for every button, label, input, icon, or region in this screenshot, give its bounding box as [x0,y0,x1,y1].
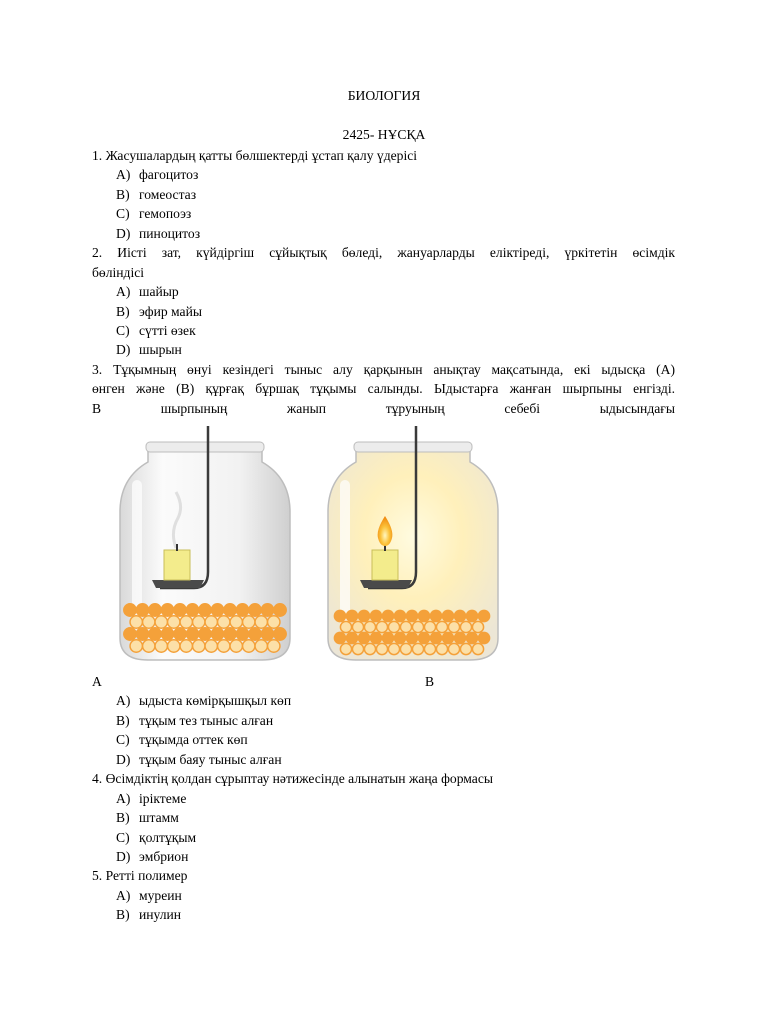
seed [436,621,447,632]
seed [193,616,205,628]
seed [274,604,286,616]
question-3-text-line1: 3. Тұқымның өнуі кезіндегі тыныс алу қарқынын анықтау мақсатында, екі ыдысқа (А) [92,362,675,377]
seed [168,616,180,628]
seed [174,604,186,616]
seed [249,628,261,640]
seed [364,621,375,632]
seed [388,643,399,654]
seed [255,640,267,652]
seed [346,610,357,621]
seed [460,621,471,632]
seed [199,628,211,640]
seed [376,643,387,654]
seed [186,628,198,640]
seed [274,628,286,640]
q5-option-a[interactable]: A) муреин [116,888,182,903]
seed [430,632,441,643]
seed [243,616,255,628]
seed [205,616,217,628]
q2-option-a[interactable]: A) шайыр [116,284,179,299]
seed [155,616,167,628]
q1-option-b[interactable]: B) гомеостаз [116,187,197,202]
seed [412,621,423,632]
seed [180,616,192,628]
subject-title: БИОЛОГИЯ [347,88,421,103]
seed [478,610,489,621]
seed [255,616,267,628]
seed [448,643,459,654]
figure-label-b: В [425,674,435,689]
seeds-jar-a [120,600,290,662]
seed [418,632,429,643]
seed [406,610,417,621]
seed [436,643,447,654]
variant-title: 2425- НҰСҚА [342,127,426,142]
q2-option-d[interactable]: D) шырын [116,342,182,357]
seed [130,616,142,628]
seed [454,610,465,621]
seed [472,643,483,654]
seeds-jar-b [328,608,498,662]
seed [268,640,280,652]
seed [370,610,381,621]
seed [340,621,351,632]
seed [334,632,345,643]
figure-label-a: А [92,674,102,689]
seed [149,604,161,616]
question-2-text-line2: бөліндісі [92,265,145,280]
seed [406,632,417,643]
seed [382,610,393,621]
seed [174,628,186,640]
q5-option-b[interactable]: B) инулин [116,907,182,922]
seed [136,604,148,616]
seed [136,628,148,640]
seed [466,610,477,621]
seed [199,604,211,616]
seed [454,632,465,643]
seed [230,640,242,652]
seed [370,632,381,643]
seed [261,604,273,616]
seed [352,621,363,632]
seed [230,616,242,628]
seed [161,628,173,640]
seed [424,643,435,654]
seed [442,632,453,643]
seed [340,643,351,654]
seed [394,610,405,621]
seed [218,640,230,652]
seed [364,643,375,654]
seed [124,604,136,616]
q4-option-b[interactable]: B) штамм [116,810,179,825]
question-4-text: 4. Өсімдіктің қолдан сұрыптау нәтижесінде алынатын жаңа формасы [92,771,493,786]
question-5-text: 5. Ретті полимер [92,868,188,883]
seed [400,643,411,654]
seed [352,643,363,654]
q4-option-a[interactable]: A) іріктеме [116,791,187,806]
q3-option-b[interactable]: B) тұқым тез тыныс алған [116,713,274,728]
seed [168,640,180,652]
q2-option-b[interactable]: B) эфир майы [116,304,202,319]
seed [448,621,459,632]
q3-option-c[interactable]: C) тұқымда оттек көп [116,732,248,747]
seed [218,616,230,628]
seed [143,640,155,652]
q2-option-c[interactable]: C) сүтті өзек [116,323,196,338]
seed [388,621,399,632]
seed [430,610,441,621]
seed [130,640,142,652]
seed [460,643,471,654]
seed [180,640,192,652]
seed [466,632,477,643]
seed [400,621,411,632]
seed [478,632,489,643]
question-3-text-line2: өнген және (В) құрғақ бұршақ тұқымы салынды. Ыдыстарға жанған шырпыны енгізді. [92,381,675,396]
seed [334,610,345,621]
seed [236,628,248,640]
seed [149,628,161,640]
q1-option-a[interactable]: A) фагоцитоз [116,167,199,182]
seed [394,632,405,643]
seed [376,621,387,632]
seed [211,604,223,616]
q3-option-d[interactable]: D) тұқым баяу тыныс алған [116,752,282,767]
seed [205,640,217,652]
question-1-text: 1. Жасушалардың қатты бөлшектерді ұстап қалу үдерісі [92,148,418,163]
seed [186,604,198,616]
q4-option-c[interactable]: C) қолтұқым [116,830,197,845]
seed [249,604,261,616]
question-2-text-line1: 2. Иісті зат, күйдіргіш сұйықтық бөледі, жануарларды еліктіреді, үркітетін өсімдік [92,245,675,260]
q3-option-a[interactable]: A) ыдыста көмірқышқыл көп [116,693,292,708]
seed [358,610,369,621]
seed [424,621,435,632]
seed [193,640,205,652]
q4-option-d[interactable]: D) эмбрион [116,849,189,864]
seed [211,628,223,640]
seed [268,616,280,628]
seed [346,632,357,643]
seed [472,621,483,632]
seed [412,643,423,654]
seed [143,616,155,628]
question-3-text-line3: В шырпының жанып тұруының себебі ыдысындағы [92,401,675,416]
seed [161,604,173,616]
seed [418,610,429,621]
seed [358,632,369,643]
q1-option-d[interactable]: D) пиноцитоз [116,226,201,241]
seed [236,604,248,616]
seed [224,604,236,616]
seed [243,640,255,652]
seed [442,610,453,621]
seed [124,628,136,640]
q1-option-c[interactable]: C) гемопоэз [116,206,192,221]
seed [261,628,273,640]
seed [155,640,167,652]
seed [382,632,393,643]
seed [224,628,236,640]
